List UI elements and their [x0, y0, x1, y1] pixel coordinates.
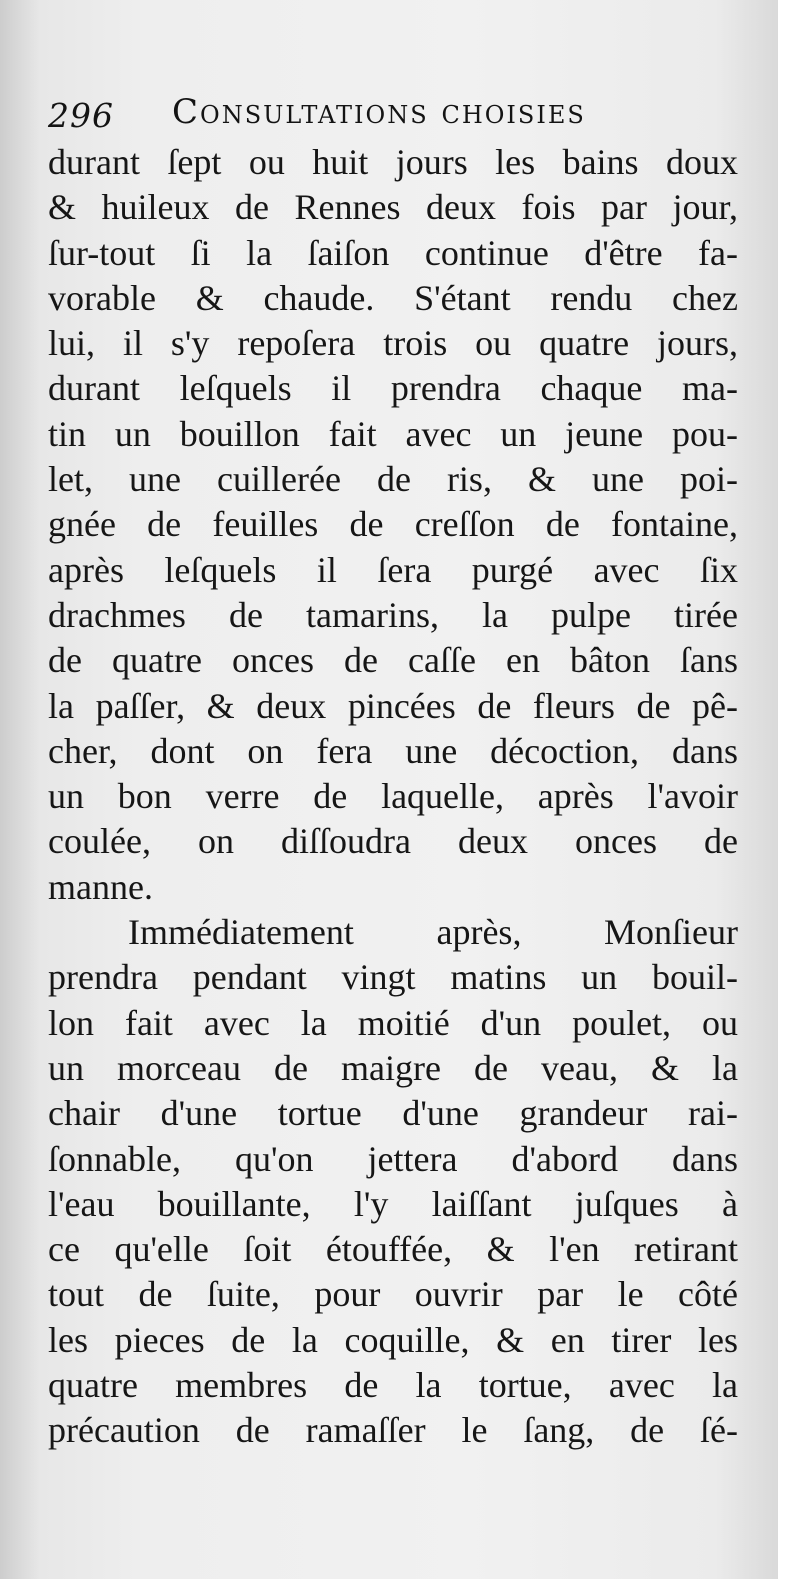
text-line: ſonnable, qu'on jettera d'abord dans: [48, 1138, 738, 1179]
text-line: lui, il s'y repoſera trois ou quatre jours,: [48, 323, 738, 364]
text-line: coulée, on diſſoudra deux onces de: [48, 821, 738, 862]
text-line: les pieces de la coquille, & en tirer les: [48, 1319, 738, 1360]
text-line: précaution de ramaſſer le ſang, de ſé-: [48, 1410, 738, 1451]
text-line: un bon verre de laquelle, après l'avoir: [48, 776, 738, 817]
text-line: chair d'une tortue d'une grandeur rai-: [48, 1093, 738, 1134]
text-line: un morceau de maigre de veau, & la: [48, 1047, 738, 1088]
text-line: après leſquels il ſera purgé avec ſix: [48, 549, 738, 590]
page-gutter-shadow: [0, 0, 40, 1579]
body-text: [48, 140, 738, 1454]
text-line: let, une cuillerée de ris, & une poi-: [48, 459, 738, 500]
text-line: durant ſept ou huit jours les bains doux: [48, 142, 738, 182]
text-line: cher, dont on fera une décoction, dans: [48, 730, 738, 771]
running-title: Consultations choisies: [172, 92, 586, 132]
text-line: lon fait avec la moitié d'un poulet, ou: [48, 1002, 738, 1043]
text-line: ce qu'elle ſoit étouffée, & l'en retirant: [48, 1229, 738, 1270]
text-line: drachmes de tamarins, la pulpe tirée: [48, 594, 738, 635]
page-header: [48, 92, 728, 142]
text-line-paragraph-start: Immédiatement après, Monſieur: [128, 912, 738, 953]
text-line: prendra pendant vingt matins un bouil-: [48, 957, 738, 998]
text-line: la paſſer, & deux pincées de fleurs de pê-: [48, 685, 738, 726]
text-line: quatre membres de la tortue, avec la: [48, 1365, 738, 1406]
text-line: tin un bouillon fait avec un jeune pou-: [48, 413, 738, 454]
text-line: vorable & chaude. S'étant rendu chez: [48, 277, 738, 318]
text-line: ſur-tout ſi la ſaiſon continue d'être fa-: [48, 232, 738, 273]
page-number: 296: [48, 96, 114, 135]
text-line: de quatre onces de caſſe en bâton ſans: [48, 640, 738, 681]
text-line: tout de ſuite, pour ouvrir par le côté: [48, 1274, 738, 1315]
text-line: gnée de feuilles de creſſon de fontaine,: [48, 504, 738, 545]
text-line-paragraph-end: manne.: [48, 866, 153, 907]
text-line: l'eau bouillante, l'y laiſſant juſques à: [48, 1183, 738, 1224]
text-line: durant leſquels il prendra chaque ma-: [48, 368, 738, 409]
text-line: & huileux de Rennes deux fois par jour,: [48, 187, 738, 228]
